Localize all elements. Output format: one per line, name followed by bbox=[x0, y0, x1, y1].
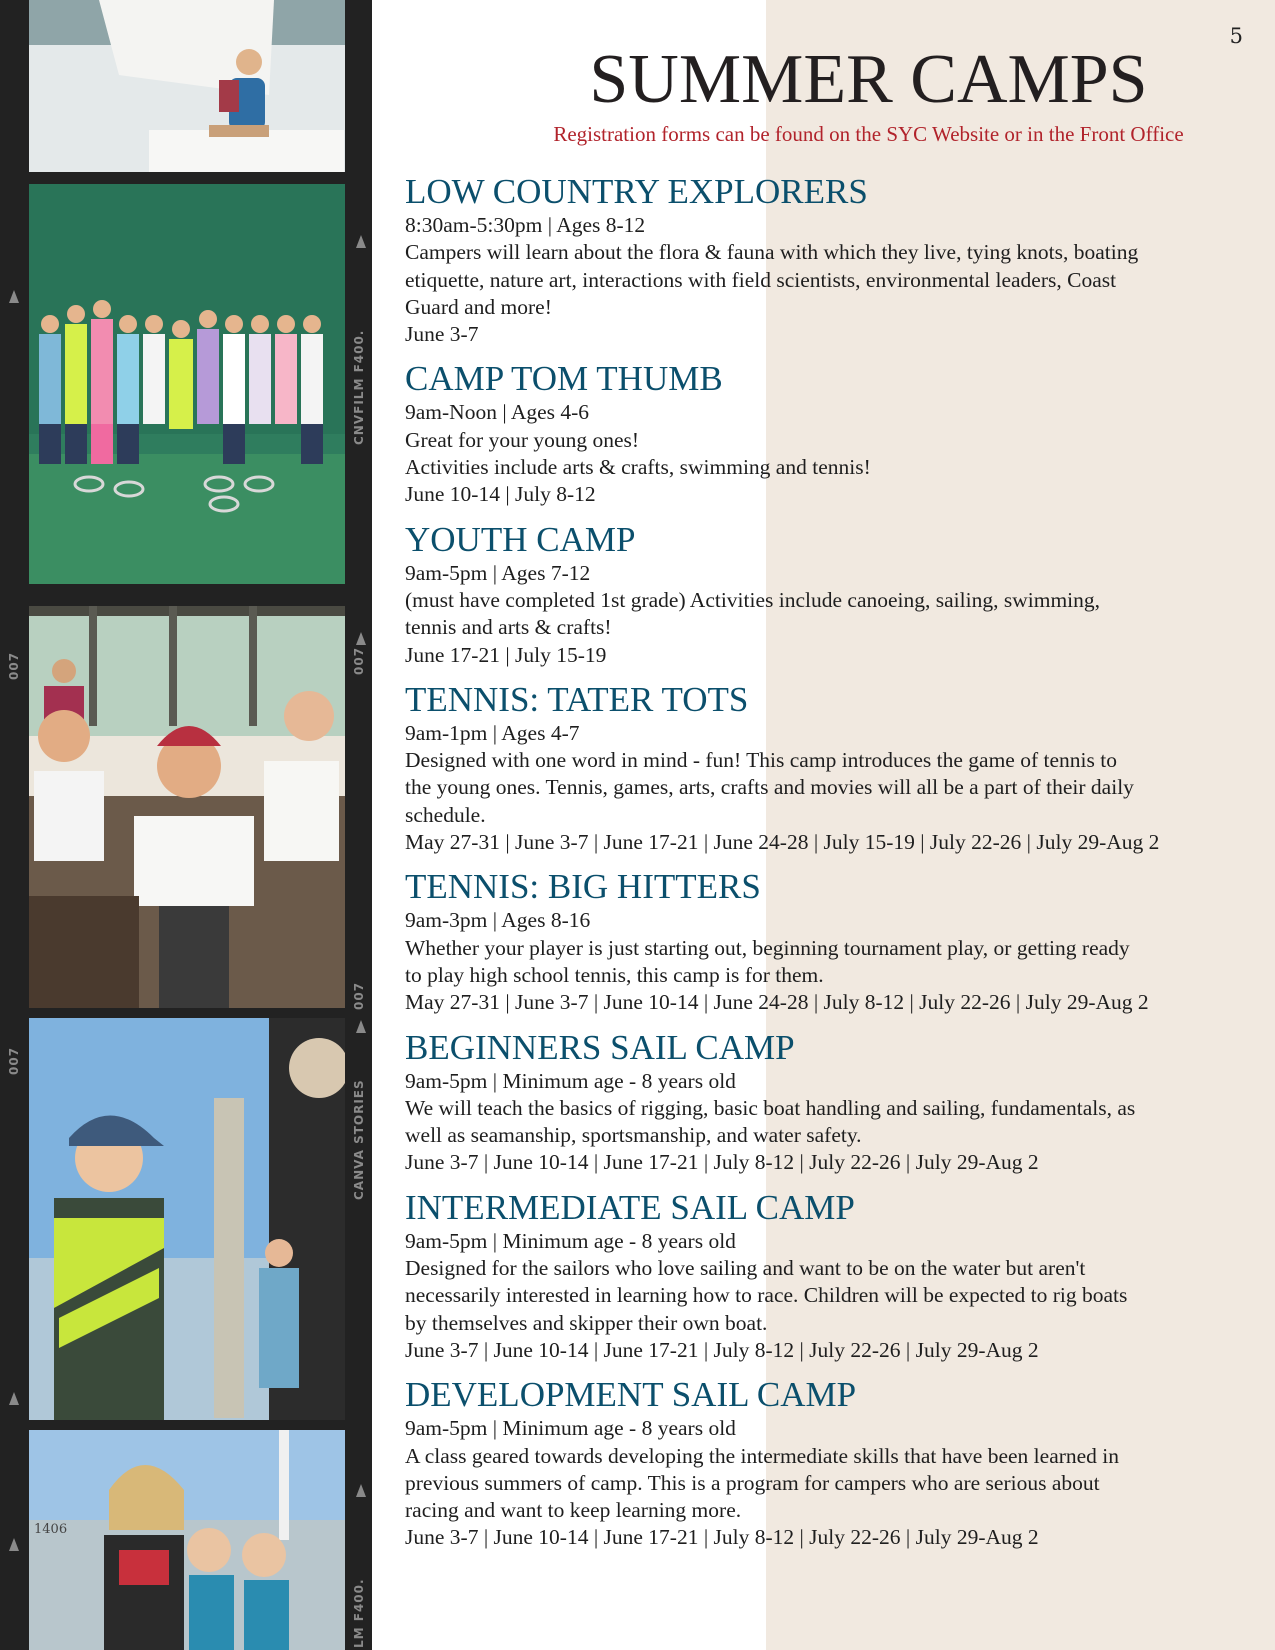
film-code-label: 007 bbox=[352, 981, 366, 1010]
film-code-label: 007 bbox=[7, 1046, 21, 1075]
camp-tom-thumb bbox=[405, 359, 1225, 508]
camp-dates: June 3-7 bbox=[405, 322, 479, 347]
camp-description-line: We will teach the basics of rigging, basic boat handling and sailing, fundamentals, as bbox=[405, 1095, 1136, 1120]
camp-schedule: 9am-5pm | Ages 7-12 bbox=[405, 560, 591, 585]
film-label-cnvfilm: CNVFILM F400. bbox=[352, 329, 366, 445]
page-header bbox=[372, 42, 1275, 147]
camp-title: TENNIS: TATER TOTS bbox=[405, 679, 749, 719]
film-arrow-marker bbox=[356, 1484, 366, 1497]
camp-development-sail bbox=[405, 1375, 1225, 1551]
camp-description-line: Activities include arts & crafts, swimming and tennis! bbox=[405, 455, 871, 480]
camp-description-line: Designed for the sailors who love sailing and want to be on the water but aren't bbox=[405, 1256, 1086, 1281]
camp-beginners-sail bbox=[405, 1028, 1225, 1177]
film-code-label: 007 bbox=[7, 651, 21, 680]
camp-title: CAMP TOM THUMB bbox=[405, 359, 723, 399]
page-number: 5 bbox=[1229, 24, 1243, 48]
film-arrow-marker bbox=[356, 235, 366, 248]
camp-description-line: A class geared towards developing the intermediate skills that have been learned in bbox=[405, 1443, 1120, 1468]
camp-dates: June 17-21 | July 15-19 bbox=[405, 642, 607, 667]
camp-schedule: 9am-Noon | Ages 4-6 bbox=[405, 400, 590, 425]
camp-dates: June 3-7 | June 10-14 | June 17-21 | July 8-12 | July 22-26 | July 29-Aug 2 bbox=[405, 1525, 1039, 1550]
camp-description-line: schedule. bbox=[405, 802, 486, 827]
camp-dates: May 27-31 | June 3-7 | June 10-14 | June 24-28 | July 8-12 | July 22-26 | July 29-Aug 2 bbox=[405, 990, 1149, 1015]
camp-description-line: etiquette, nature art, interactions with field scientists, environmental leaders, Coast bbox=[405, 267, 1117, 292]
camp-youth bbox=[405, 520, 1225, 669]
camp-description-line: (must have completed 1st grade) Activities include canoeing, sailing, swimming, bbox=[405, 587, 1101, 612]
camp-list bbox=[405, 172, 1225, 1563]
camp-low-country-explorers bbox=[405, 172, 1225, 348]
camp-dates: June 3-7 | June 10-14 | June 17-21 | July 8-12 | July 22-26 | July 29-Aug 2 bbox=[405, 1337, 1039, 1362]
camp-dates: June 10-14 | July 8-12 bbox=[405, 482, 596, 507]
camp-schedule: 9am-3pm | Ages 8-16 bbox=[405, 908, 591, 933]
camp-description-line: Designed with one word in mind - fun! This camp introduces the game of tennis to bbox=[405, 748, 1117, 773]
film-arrow-marker bbox=[356, 1020, 366, 1033]
camp-tennis-big-hitters bbox=[405, 867, 1225, 1016]
camp-description-line: Campers will learn about the flora & fauna with which they live, tying knots, boating bbox=[405, 240, 1139, 265]
camp-schedule: 9am-5pm | Minimum age - 8 years old bbox=[405, 1068, 736, 1093]
camp-schedule: 9am-1pm | Ages 4-7 bbox=[405, 720, 580, 745]
camp-description-line: Great for your young ones! bbox=[405, 427, 640, 452]
camp-description-line: well as seamanship, sportsmanship, and water safety. bbox=[405, 1123, 862, 1148]
camp-intermediate-sail bbox=[405, 1188, 1225, 1364]
camp-title: INTERMEDIATE SAIL CAMP bbox=[405, 1187, 855, 1227]
camp-description-line: Guard and more! bbox=[405, 294, 552, 319]
camp-title: BEGINNERS SAIL CAMP bbox=[405, 1027, 795, 1067]
camp-title: TENNIS: BIG HITTERS bbox=[405, 867, 761, 907]
camp-description-line: to play high school tennis, this camp is for them. bbox=[405, 962, 824, 987]
film-frame-number: 1406 bbox=[34, 1522, 68, 1537]
photo-sailing-kids bbox=[29, 1018, 345, 1420]
film-code-label: 007 bbox=[352, 646, 366, 675]
photo-woman-with-girls bbox=[29, 1430, 345, 1650]
camp-description-line: necessarily interested in learning how to race. Children will be expected to rig boats bbox=[405, 1283, 1128, 1308]
photo-kids-group bbox=[29, 184, 345, 584]
camp-schedule: 9am-5pm | Minimum age - 8 years old bbox=[405, 1228, 736, 1253]
camp-description-line: Whether your player is just starting out, beginning tournament play, or getting ready bbox=[405, 935, 1130, 960]
camp-description-line: racing and want to keep learning more. bbox=[405, 1498, 742, 1523]
film-arrow-marker bbox=[9, 290, 19, 303]
camp-schedule: 8:30am-5:30pm | Ages 8-12 bbox=[405, 213, 646, 237]
camp-description-line: previous summers of camp. This is a program for campers who are serious about bbox=[405, 1470, 1100, 1495]
photo-sailboat-child bbox=[29, 0, 345, 172]
camp-description-line: the young ones. Tennis, games, arts, crafts and movies will all be a part of their daily bbox=[405, 775, 1134, 800]
page-title: SUMMER CAMPS bbox=[589, 41, 1148, 118]
film-label-stories: CANVA STORIES bbox=[352, 1079, 366, 1200]
camp-tennis-tater-tots bbox=[405, 680, 1225, 856]
registration-note: Registration forms can be found on the SYC Website or in the Front Office bbox=[553, 122, 1184, 146]
camp-schedule: 9am-5pm | Minimum age - 8 years old bbox=[405, 1416, 736, 1441]
camp-description-line: by themselves and skipper their own boat. bbox=[405, 1310, 768, 1335]
film-arrow-marker bbox=[356, 632, 366, 645]
photo-kids-drawings bbox=[29, 606, 345, 1008]
camp-description-line: tennis and arts & crafts! bbox=[405, 615, 612, 640]
film-arrow-marker bbox=[9, 1538, 19, 1551]
camp-dates: May 27-31 | June 3-7 | June 17-21 | June 24-28 | July 15-19 | July 22-26 | July 29-Aug 2 bbox=[405, 830, 1160, 855]
camp-title: YOUTH CAMP bbox=[405, 519, 636, 559]
photo-filmstrip bbox=[0, 0, 372, 1650]
film-arrow-marker bbox=[9, 1392, 19, 1405]
camp-title: DEVELOPMENT SAIL CAMP bbox=[405, 1375, 857, 1415]
camp-title: LOW COUNTRY EXPLORERS bbox=[405, 172, 868, 211]
film-label-lm: LM F400. bbox=[352, 1578, 366, 1648]
camp-dates: June 3-7 | June 10-14 | June 17-21 | July 8-12 | July 22-26 | July 29-Aug 2 bbox=[405, 1150, 1039, 1175]
